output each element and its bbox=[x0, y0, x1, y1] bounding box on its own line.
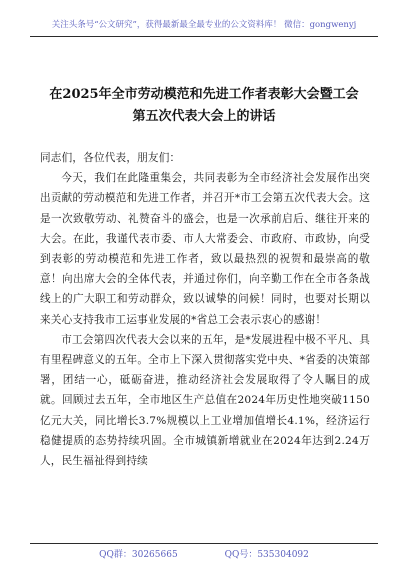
title-line-2: 第五次代表大会上的讲话 bbox=[132, 109, 276, 124]
document-body bbox=[40, 148, 370, 471]
footer bbox=[30, 543, 378, 566]
footer-qq: QQ号：535304092 bbox=[224, 550, 309, 560]
paragraph: 市工会第四次代表大会以来的五年，是*发展进程中极不平凡、具有里程碑意义的五年。全市上下深入贯彻落实党中央、*省委的决策部署，团结一心，砥砺奋进，推动经济社会发展取得了令人瞩目的成就。回顾过去五年，全市地区生产总值在2024年历史性地突破1150亿元大关，同比增长3.7%规模以上工业增加值增长4.1%，经济运行稳健提质的态势持续巩固。全市城镇新增就业在2024年达到2.24万人，民生福祉得到持续 bbox=[40, 333, 370, 468]
greeting: 同志们，各位代表，朋友们： bbox=[40, 152, 181, 164]
title-line-1: 在2025年全市劳动模范和先进工作者表彰大会暨工会 bbox=[49, 87, 359, 102]
footer-qq-group: QQ群：30265665 bbox=[99, 550, 178, 560]
header-notice: 关注头条号“公文研究”，获得最新最全最专业的公文资料库！ 微信：gongwenyj bbox=[30, 14, 378, 37]
paragraph: 今天，我们在此隆重集会，共同表彰为全市经济社会发展作出突出贡献的劳动模范和先进工作者，并召开*市工会第五次代表大会。这是一次致敬劳动、礼赞奋斗的盛会，也是一次承前启后、继往开来的大会。在此，我谨代表市委、市人大常委会、市政府、市政协，向受到表彰的劳动模范和先进工作者，致以最热烈的祝贺和最崇高的敬意！向出席大会的全体代表，并通过你们，向辛勤工作在全市各条战线上的广大职工和劳动群众，致以诚挚的问候！同时，也要对长期以来关心支持我市工运事业发展的*省总工会表示衷心的感谢！ bbox=[40, 172, 370, 326]
document-title bbox=[30, 84, 378, 128]
